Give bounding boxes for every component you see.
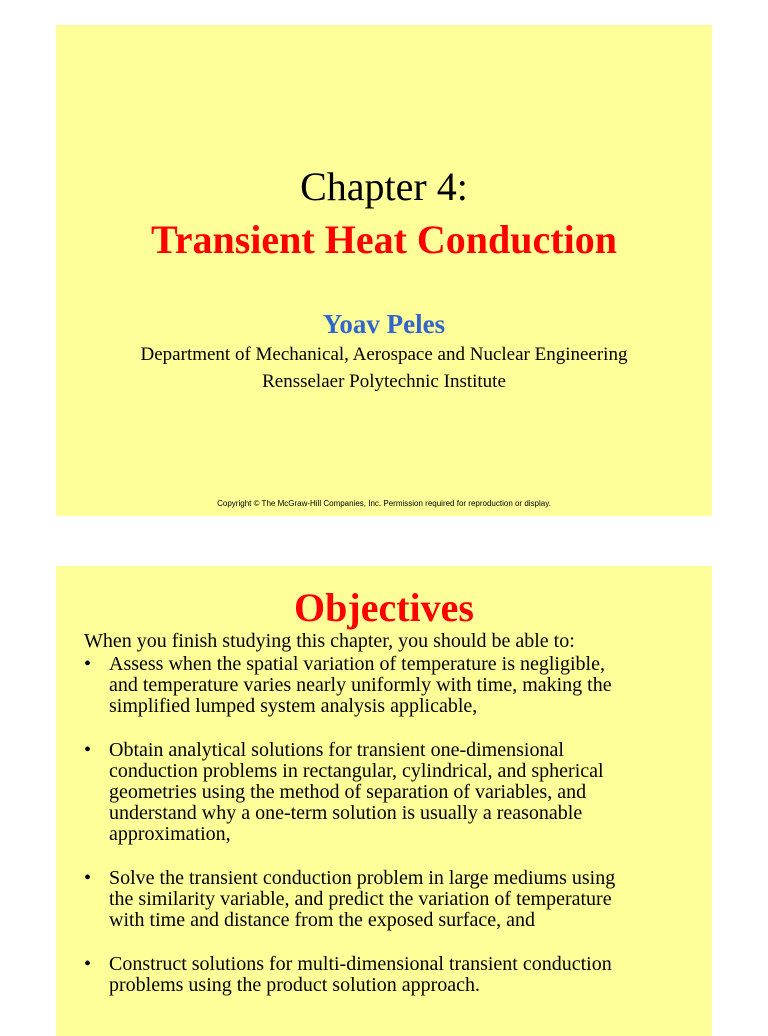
- objectives-slide: [56, 566, 712, 1036]
- objective-item: [84, 868, 704, 931]
- objectives-list: [84, 654, 704, 1019]
- objective-line: Construct solutions for multi-dimensional transient conduction: [109, 953, 612, 975]
- objective-line: conduction problems in rectangular, cylindrical, and spherical: [109, 760, 604, 782]
- objective-line: approximation,: [109, 823, 231, 845]
- department-name: Department of Mechanical, Aerospace and Nuclear Engineering: [140, 344, 628, 365]
- objective-line: with time and distance from the exposed surface, and: [109, 909, 535, 931]
- objective-item: [84, 954, 704, 996]
- author-name: Yoav Peles: [322, 309, 446, 339]
- objective-line: Obtain analytical solutions for transient one-dimensional: [109, 739, 564, 761]
- objective-line: problems using the product solution approach.: [109, 974, 481, 996]
- objective-line: understand why a one-term solution is usually a reasonable: [109, 802, 583, 824]
- objectives-intro: When you finish studying this chapter, you should be able to:: [84, 630, 575, 652]
- title-slide: [56, 25, 712, 516]
- objective-line: the similarity variable, and predict the variation of temperature: [109, 888, 612, 910]
- objective-item: [84, 740, 704, 845]
- objective-line: and temperature varies nearly uniformly with time, making the: [109, 674, 612, 696]
- institute-name: Rensselaer Polytechnic Institute: [262, 371, 506, 392]
- chapter-number: Chapter 4:: [300, 164, 468, 209]
- objective-line: simplified lumped system analysis applicable,: [109, 695, 478, 717]
- copyright-notice: Copyright © The McGraw-Hill Companies, Inc. Permission required for reproduction or display.: [217, 499, 551, 508]
- objective-line: Assess when the spatial variation of temperature is negligible,: [109, 653, 605, 675]
- bullet-icon: •: [84, 653, 92, 675]
- chapter-title: Transient Heat Conduction: [151, 217, 617, 262]
- objective-item: [84, 654, 704, 717]
- bullet-icon: •: [84, 867, 92, 889]
- objective-line: geometries using the method of separation of variables, and: [109, 781, 587, 803]
- bullet-icon: •: [84, 953, 92, 975]
- bullet-icon: •: [84, 739, 92, 761]
- objectives-heading: Objectives: [294, 585, 474, 630]
- objective-line: Solve the transient conduction problem in large mediums using: [109, 867, 616, 889]
